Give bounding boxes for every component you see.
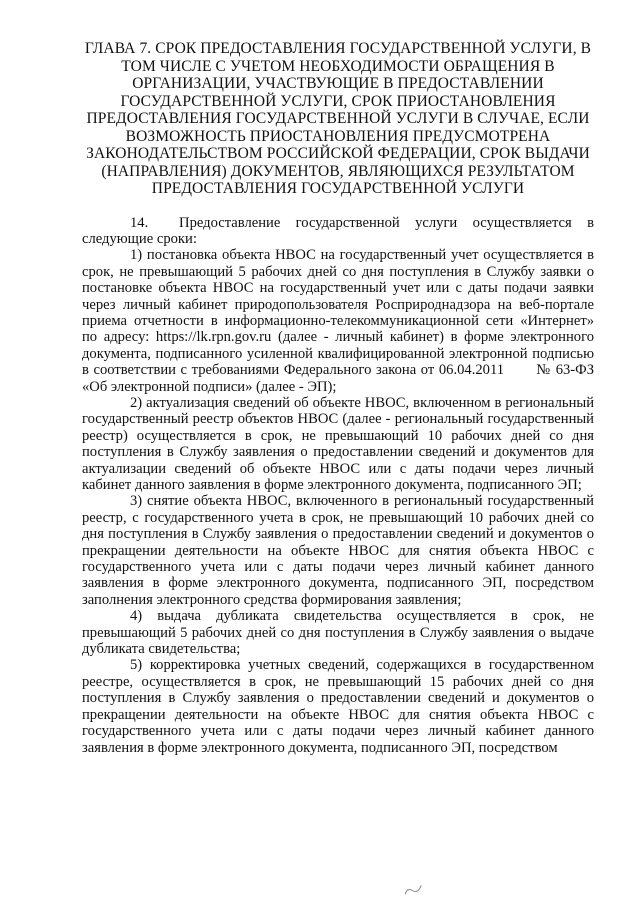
heading-line: ЗАКОНОДАТЕЛЬСТВОМ РОССИЙСКОЙ ФЕДЕРАЦИИ, СРОК ВЫДАЧИ	[86, 145, 590, 162]
list-item-5: 5) корректировка учетных сведений, содержащихся в государственном реестре, осуществляется в срок, не превышающий 15 рабочих дней со дня поступления в Службу заявления о предоставлении сведений и документов о прекращении деятельности на объекте НВОС для снятия объекта НВОС с государственного учета или с даты подачи через личный кабинет данного заявления в форме электронного документа, подписанного ЭП, посредством	[82, 657, 594, 756]
list-item-3: 3) снятие объекта НВОС, включенного в региональный государственный реестр, с государственного учета в срок, не превышающий 10 рабочих дней со дня поступления в Службу заявления о предоставлении сведений и документов о прекращении деятельности на объекте НВОС для снятия объекта НВОС с государственного учета или с даты подачи через личный кабинет данного заявления в форме электронного документа, подписанного ЭП, посредством заполнения электронного средства формирования заявления;	[82, 493, 594, 608]
heading-line: ГОСУДАРСТВЕННОЙ УСЛУГИ, СРОК ПРИОСТАНОВЛЕНИЯ	[120, 92, 556, 110]
heading-line: ГЛАВА 7. СРОК ПРЕДОСТАВЛЕНИЯ ГОСУДАРСТВЕННОЙ УСЛУГИ, В	[84, 40, 592, 57]
heading-line: ВОЗМОЖНОСТЬ ПРИОСТАНОВЛЕНИЯ ПРЕДУСМОТРЕНА	[125, 127, 551, 145]
scan-mark-icon	[401, 879, 428, 898]
chapter-heading	[82, 40, 594, 198]
list-item-1: 1) постановка объекта НВОС на государственный учет осуществляется в срок, не превышающий 5 рабочих дней со дня поступления в Службу заявки о постановке объекта НВОС на государственный учет или с даты подачи заявки через личный кабинет природопользователя Росприроднадзора на веб-портале приема отчетности в информационно-телекоммуникационной сети «Интернет» по адресу: https://lk.rpn.gov.ru (далее - личный кабинет) в форме электронного документа, подписанного усиленной квалифицированной электронной подписью в соответствии с требованиями Федерального закона от 06.04.2011 № 63-ФЗ «Об электронной подписи» (далее - ЭП);	[82, 247, 594, 395]
heading-line: ОРГАНИЗАЦИИ, УЧАСТВУЮЩИЕ В ПРЕДОСТАВЛЕНИИ	[132, 75, 544, 92]
heading-line: ПРЕДОСТАВЛЕНИЯ ГОСУДАРСТВЕННОЙ УСЛУГИ В СЛУЧАЕ, ЕСЛИ	[86, 110, 590, 127]
heading-line: ТОМ ЧИСЛЕ С УЧЕТОМ НЕОБХОДИМОСТИ ОБРАЩЕНИЯ В	[121, 57, 555, 75]
heading-line: ПРЕДОСТАВЛЕНИЯ ГОСУДАРСТВЕННОЙ УСЛУГИ	[151, 180, 525, 197]
paragraph-14: 14. Предоставление государственной услуги осуществляется в следующие сроки:	[82, 214, 594, 247]
list-item-4: 4) выдача дубликата свидетельства осуществляется в срок, не превышающий 5 рабочих дней со дня поступления в Службу заявления о выдаче дубликата свидетельства;	[82, 608, 594, 658]
list-item-2: 2) актуализация сведений об объекте НВОС, включенном в региональный государственный реестр объектов НВОС (далее - региональный государственный реестр) осуществляется в срок, не превышающий 10 рабочих дней со дня поступления в Службу заявления о предоставлении сведений и документов для актуализации сведений об объекте НВОС или с даты подачи через личный кабинет данного заявления в форме электронного документа, подписанного ЭП;	[82, 394, 594, 493]
heading-line: (НАПРАВЛЕНИЯ) ДОКУМЕНТОВ, ЯВЛЯЮЩИХСЯ РЕЗУЛЬТАТОМ	[101, 162, 575, 180]
